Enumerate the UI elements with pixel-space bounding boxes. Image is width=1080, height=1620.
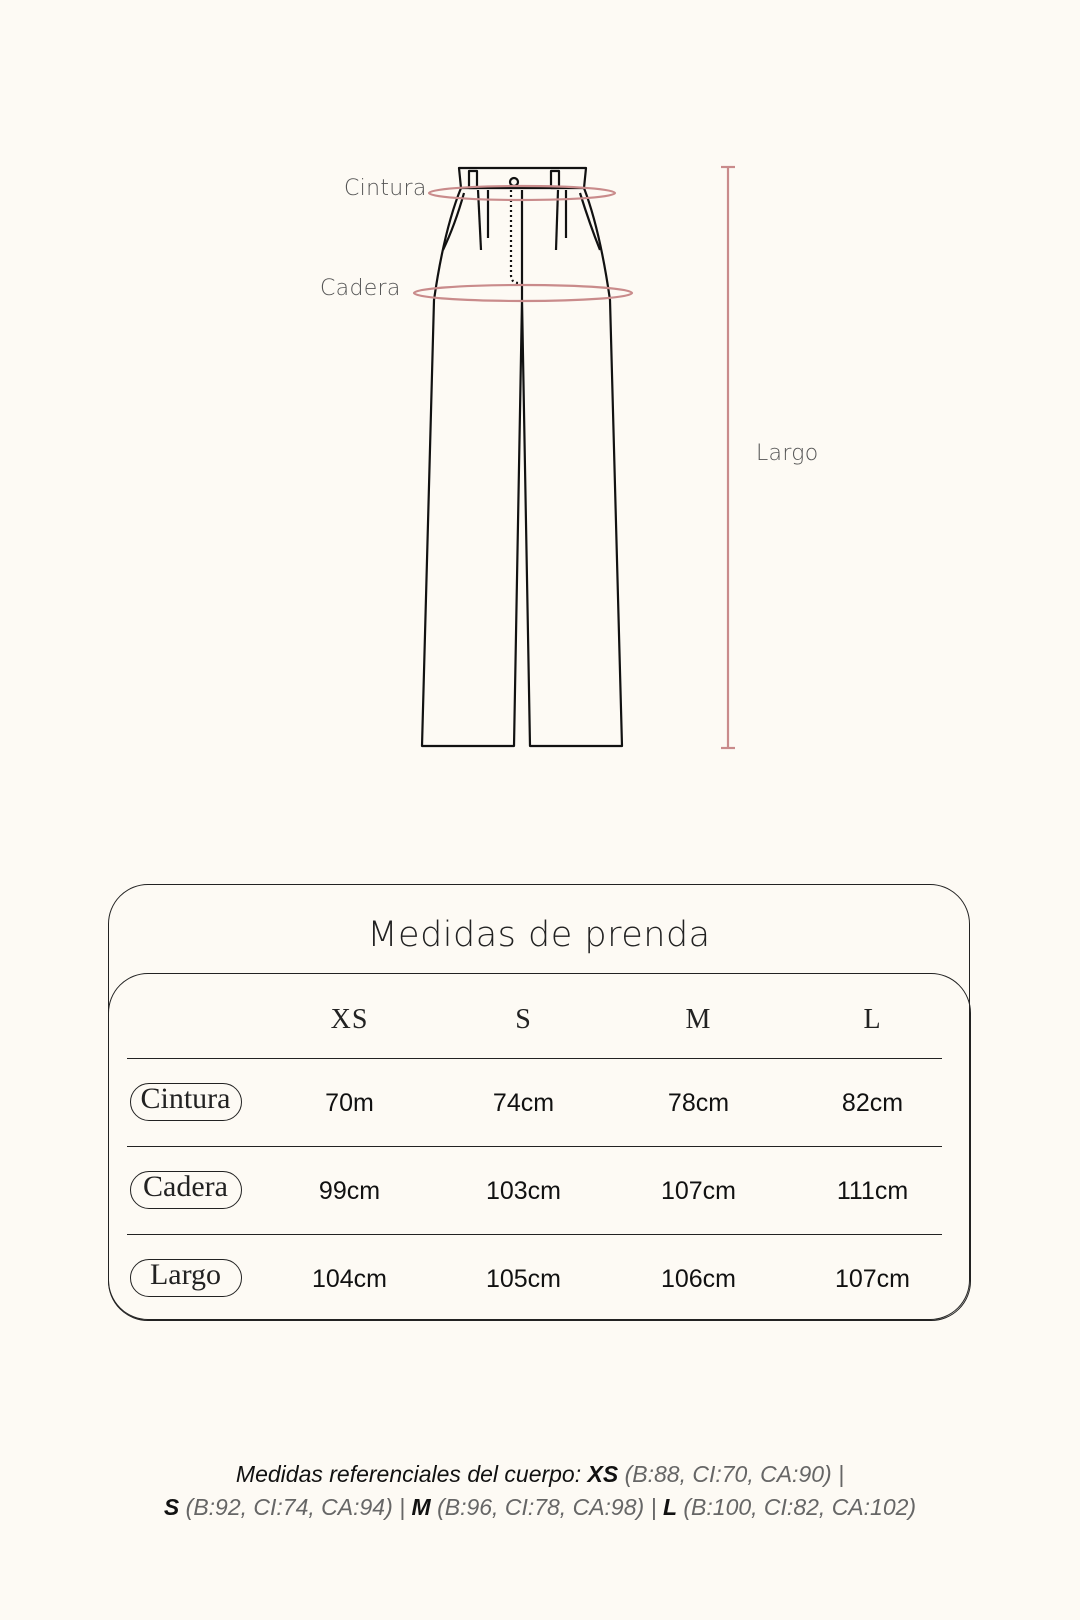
footnote-m-values: (B:96, CI:78, CA:98) (437, 1494, 645, 1520)
row-label-waist: Cintura (130, 1083, 242, 1121)
row-label-hip: Cadera (130, 1171, 242, 1209)
table-divider (127, 1234, 942, 1235)
table-cell: 111cm (836, 1177, 909, 1205)
footnote-separator: | (399, 1494, 406, 1520)
table-cell: 107cm (834, 1265, 911, 1293)
table-cell: 82cm (841, 1089, 904, 1117)
size-header-m: M (685, 1004, 712, 1035)
reference-measurements-line-2 (0, 1494, 1080, 1521)
pants-illustration (0, 0, 1080, 800)
size-header-s: S (515, 1004, 532, 1035)
waist-label: Cintura (344, 176, 427, 201)
footnote-s-values: (B:92, CI:74, CA:94) (185, 1494, 393, 1520)
table-divider (127, 1058, 942, 1059)
table-cell: 104cm (311, 1265, 388, 1293)
footnote-separator: | (650, 1494, 657, 1520)
hip-label: Cadera (320, 276, 401, 301)
length-label: Largo (756, 441, 819, 466)
measurements-card (108, 884, 970, 1320)
table-divider (127, 1146, 942, 1147)
footnote-separator: | (838, 1461, 845, 1487)
table-cell: 70m (325, 1089, 374, 1117)
table-cell: 107cm (660, 1177, 737, 1205)
footnote-size-xs: XS (587, 1461, 619, 1487)
table-cell: 74cm (492, 1089, 555, 1117)
footnote-size-s: S (163, 1494, 180, 1520)
row-label-length: Largo (130, 1259, 242, 1297)
footnote-size-m: M (411, 1494, 431, 1520)
size-header-l: L (863, 1004, 882, 1035)
table-cell: 106cm (660, 1265, 737, 1293)
measurements-table (108, 973, 971, 1321)
footnote-intro: Medidas referenciales del cuerpo: (235, 1461, 582, 1487)
table-cell: 78cm (667, 1089, 730, 1117)
footnote-size-l: L (662, 1494, 677, 1520)
table-cell: 99cm (318, 1177, 381, 1205)
reference-measurements-line-1 (0, 1461, 1080, 1488)
footnote-l-values: (B:100, CI:82, CA:102) (683, 1494, 917, 1520)
table-cell: 105cm (485, 1265, 562, 1293)
table-title: Medidas de prenda (367, 915, 711, 955)
footnote-xs-values: (B:88, CI:70, CA:90) (624, 1461, 832, 1487)
table-cell: 103cm (485, 1177, 562, 1205)
size-header-xs: XS (330, 1004, 369, 1035)
garment-diagram (0, 0, 1080, 800)
